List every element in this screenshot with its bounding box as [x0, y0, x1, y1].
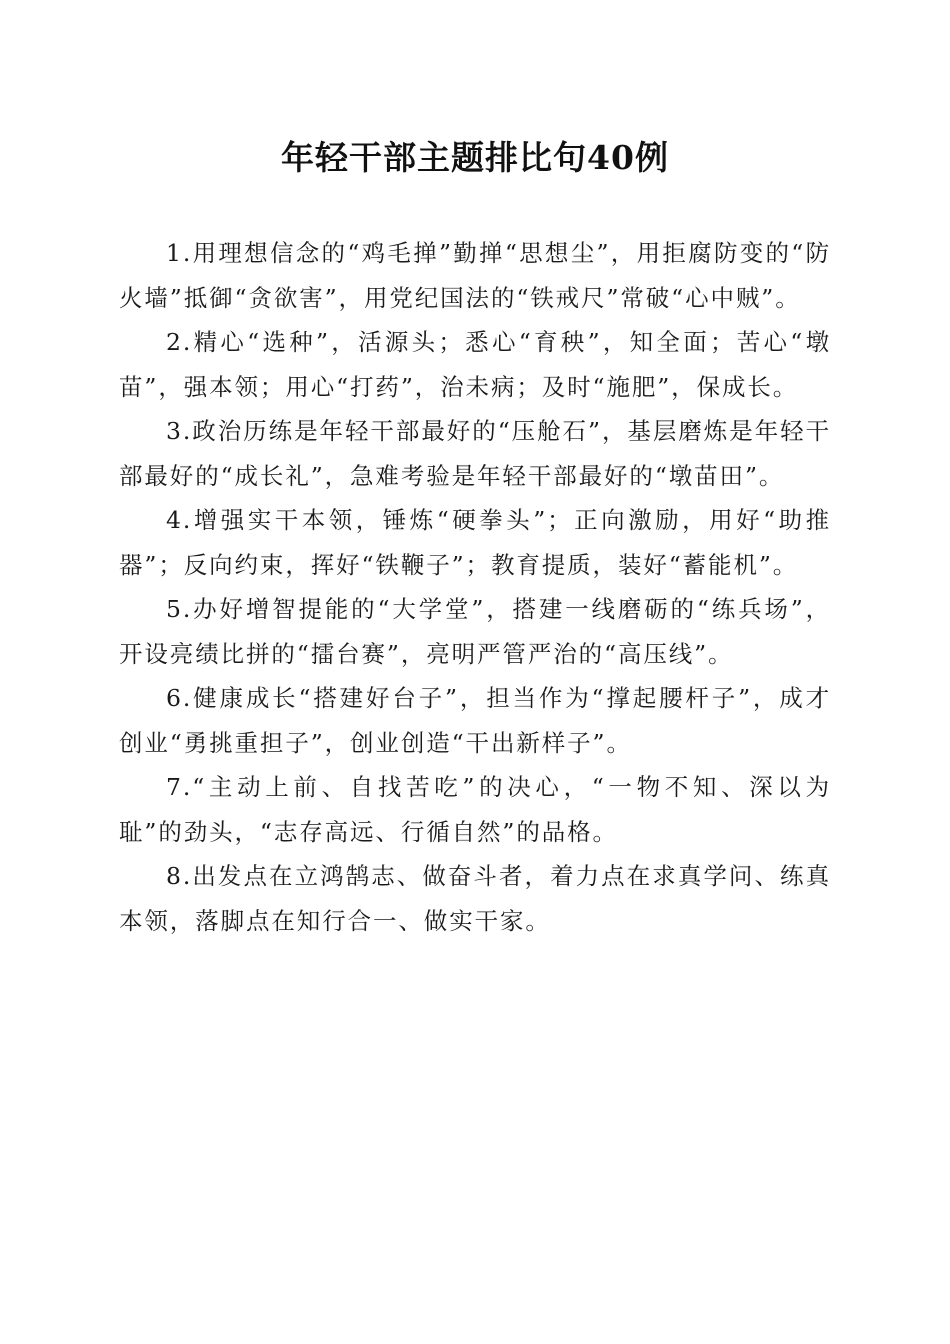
paragraph-8: 8.出发点在立鸿鹄志、做奋斗者，着力点在求真学问、练真本领，落脚点在知行合一、做实干家。 — [119, 862, 831, 935]
paragraph-2: 2.精心“选种”，活源头；悉心“育秧”，知全面；苦心“墩苗”，强本领；用心“打药”，治未病；及时“施肥”，保成长。 — [119, 328, 831, 401]
paragraph-5: 5.办好增智提能的“大学堂”，搭建一线磨砺的“练兵场”，开设亮绩比拼的“擂台赛”，亮明严管严治的“高压线”。 — [119, 595, 831, 668]
paragraph-7: 7.“主动上前、自找苦吃”的决心，“一物不知、深以为耻”的劲头，“志存高远、行循自然”的品格。 — [119, 773, 831, 846]
document-body — [119, 231, 831, 943]
paragraph-4: 4.增强实干本领，锤炼“硬拳头”；正向激励，用好“助推器”；反向约束，挥好“铁鞭子”；教育提质，装好“蓄能机”。 — [119, 506, 831, 579]
paragraph-3: 3.政治历练是年轻干部最好的“压舱石”，基层磨炼是年轻干部最好的“成长礼”，急难考验是年轻干部最好的“墩苗田”。 — [119, 417, 831, 490]
paragraph-1: 1.用理想信念的“鸡毛掸”勤掸“思想尘”，用拒腐防变的“防火墙”抵御“贪欲害”，用党纪国法的“铁戒尺”常破“心中贼”。 — [119, 239, 831, 312]
document-title: 年轻干部主题排比句40例 — [281, 138, 669, 177]
paragraph-6: 6.健康成长“搭建好台子”，担当作为“撑起腰杆子”，成才创业“勇挑重担子”，创业创造“干出新样子”。 — [119, 684, 831, 757]
